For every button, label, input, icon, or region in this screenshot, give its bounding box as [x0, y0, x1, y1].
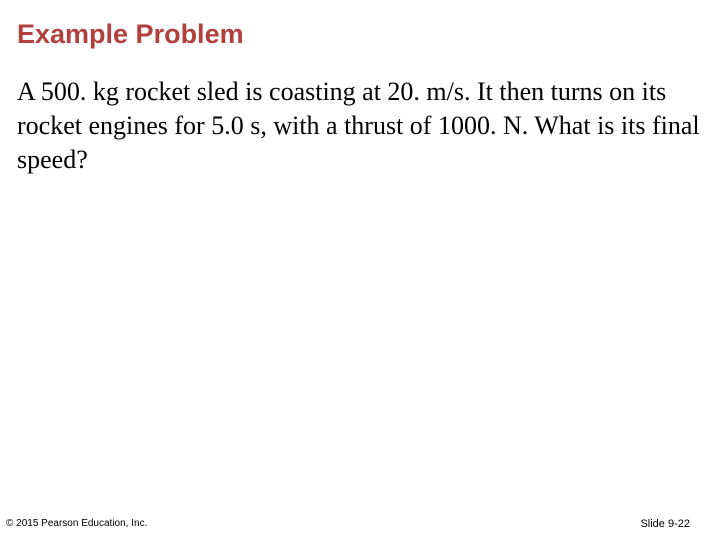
slide-title: Example Problem — [17, 19, 244, 49]
copyright-footer: © 2015 Pearson Education, Inc. — [6, 518, 148, 529]
slide-number: Slide 9-22 — [640, 518, 690, 530]
problem-text: A 500. kg rocket sled is coasting at 20. m/s. It then turns on its rocket engines for 5.0 s, with a thrust of 1000. N. What is its final speed? — [17, 77, 700, 174]
